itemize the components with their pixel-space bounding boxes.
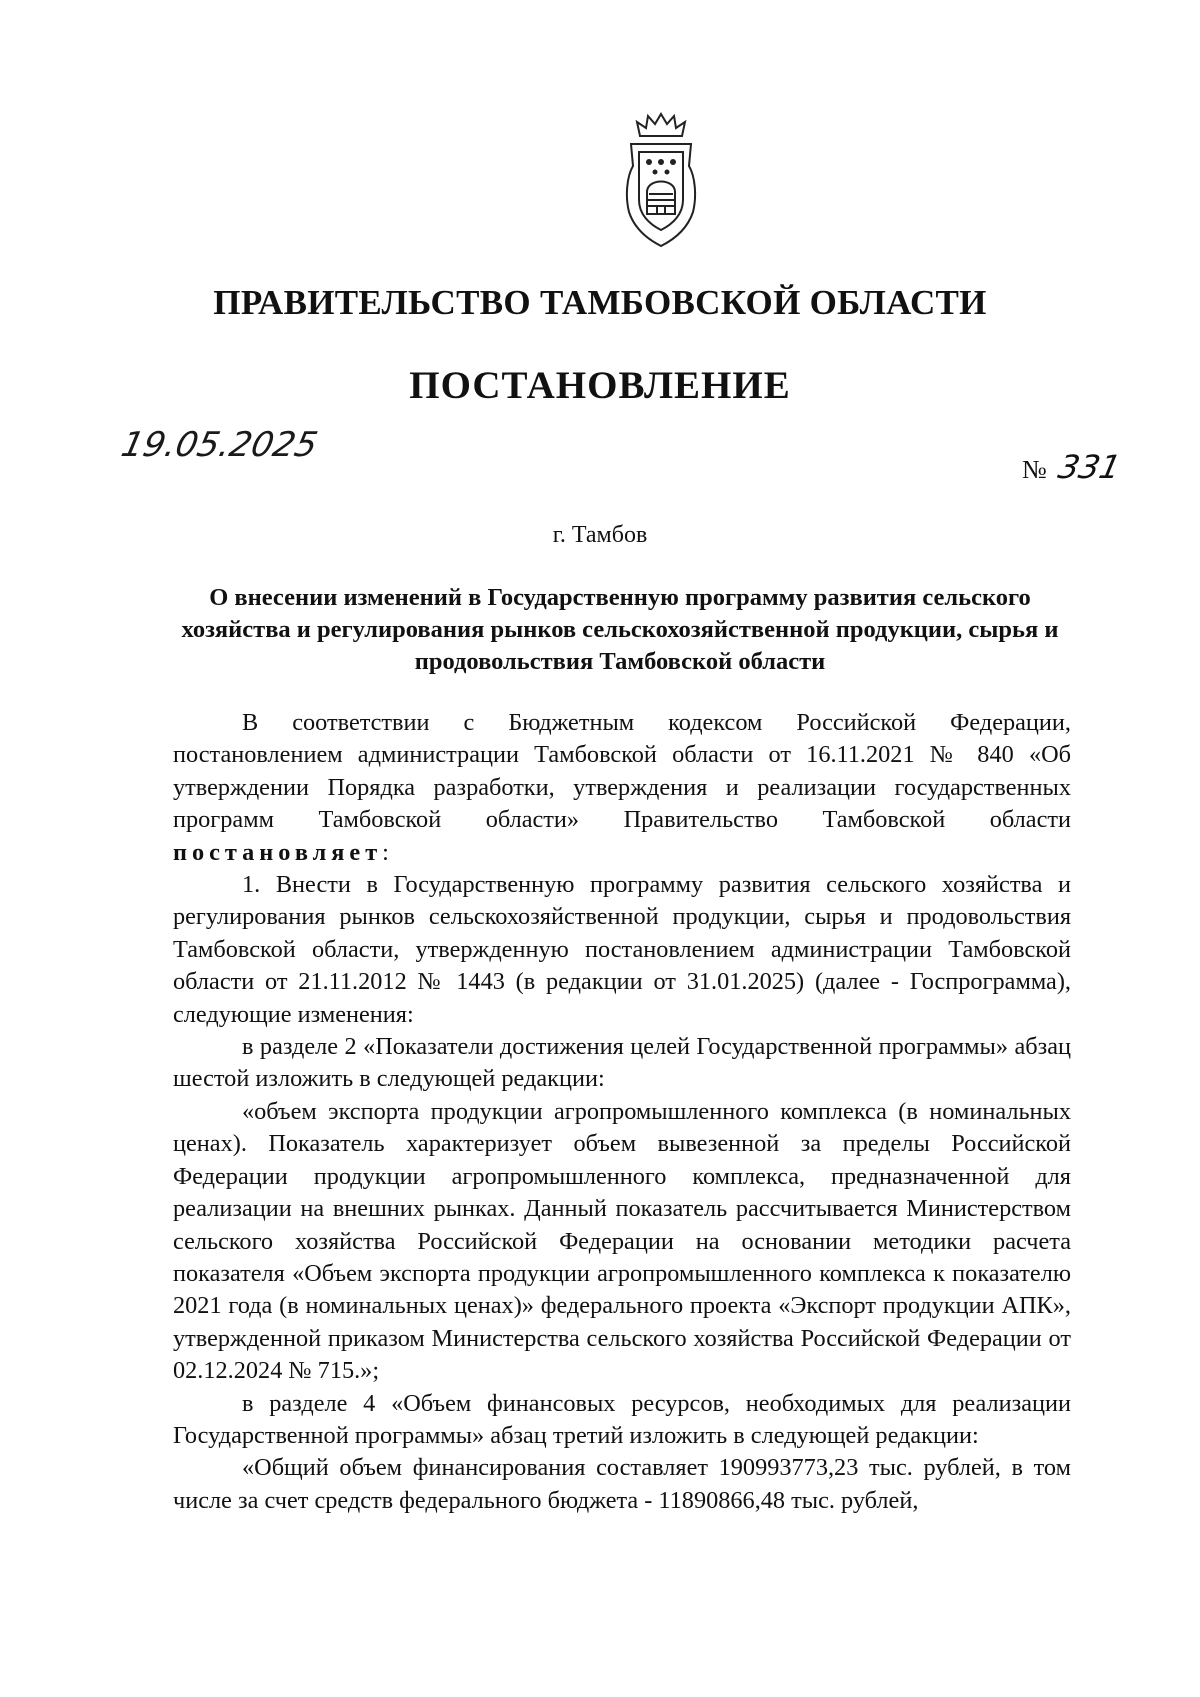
paragraph-item-1: 1. Внести в Государственную программу развития сельского хозяйства и регулирования рынков сельскохозяйственной продукции, сырья и продовольствия Тамбовской области, утвержденную постановлением администрации Тамбовской области от 21.11.2012 № 1443 (в редакции от 31.01.2025) (далее - Госпрограмма), следующие изменения: — [173, 871, 1071, 1028]
paragraph-export-indicator: «объем экспорта продукции агропромышленного комплекса (в номинальных ценах). Показатель характеризует объем вывезенной за пределы Российской Федерации продукции агропромышленного комплекса, предназначенной для реализации на внешних рынках. Данный показатель рассчитывается Министерством сельского хозяйства Российской Федерации на основании методики расчета показателя «Объем экспорта продукции агропромышленного комплекса к показателю 2021 года (в номинальных ценах)» федерального проекта «Экспорт продукции АПК», утвержденной приказом Министерства сельского хозяйства Российской Федерации от 02.12.2024 № 715.»; — [173, 1097, 1071, 1385]
document-type: ПОСТАНОВЛЕНИЕ — [409, 364, 791, 407]
handwritten-number: 331 — [1055, 448, 1125, 486]
handwritten-date: 19.05.2025 — [117, 425, 321, 465]
paragraph-section-2: в разделе 2 «Показатели достижения целей Государственной программы» абзац шестой изложить в следующей редакции: — [173, 1033, 1071, 1093]
resolves-keyword: постановляет — [173, 838, 383, 866]
document-title: О внесении изменений в Государственную программу развития сельского хозяйства и регулирования рынков сельскохозяйственной продукции, сырья и продовольствия Тамбовской области — [181, 584, 1059, 675]
coat-of-arms-emblem — [617, 110, 705, 252]
preamble-text: В соответствии с Бюджетным кодексом Российской Федерации, постановлением администрации Тамбовской области от 16.11.2021 № 840 «Об утверждении Порядка разработки, утверждения и реализации государственных программ Тамбовской области» Правительство Тамбовской области — [173, 709, 1071, 834]
organization-name: ПРАВИТЕЛЬСТВО ТАМБОВСКОЙ ОБЛАСТИ — [213, 283, 987, 322]
paragraph-financing: «Общий объем финансирования составляет 190993773,23 тыс. рублей, в том числе за счет средств федерального бюджета - 11890866,48 тыс. рублей, — [173, 1454, 1071, 1514]
number-label: № — [1022, 455, 1047, 484]
paragraph-preamble — [173, 707, 1071, 869]
document-number — [1022, 448, 1125, 486]
preamble-end: : — [382, 838, 389, 866]
document-body — [173, 707, 1071, 1517]
paragraph-section-4: в разделе 4 «Объем финансовых ресурсов, необходимых для реализации Государственной программы» абзац третий изложить в следующей редакции: — [173, 1389, 1071, 1449]
city-line: г. Тамбов — [552, 522, 648, 548]
